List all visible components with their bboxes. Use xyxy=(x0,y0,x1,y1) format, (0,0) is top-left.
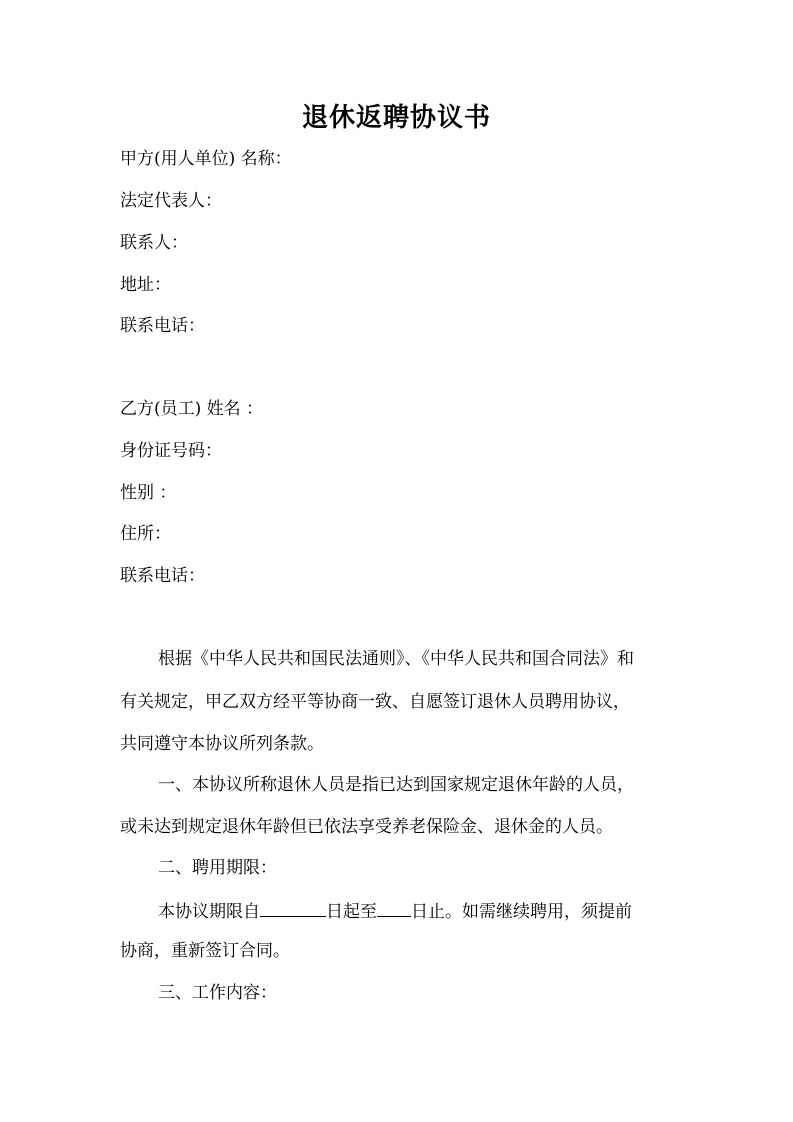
clause-1-line-1: 一、本协议所称退休人员是指已达到国家规定退休年龄的人员， xyxy=(158,775,634,795)
party-a-phone-label: 联系电话： xyxy=(120,316,205,336)
party-b-residence-label: 住所： xyxy=(120,524,171,544)
party-b-gender-label: 性别 ： xyxy=(120,483,177,503)
end-date-blank xyxy=(377,898,411,917)
clause-2-period-line xyxy=(120,898,714,924)
clause-2-line-2: 协商，重新签订合同。 xyxy=(120,941,290,961)
intro-line-3: 共同遵守本协议所列条款。 xyxy=(120,734,324,754)
clause-2-part-2: 日起至 xyxy=(326,902,377,922)
clause-2-heading: 二、聘用期限： xyxy=(158,858,277,878)
clause-1-line-2: 或未达到规定退休年龄但已依法享受养老保险金、退休金的人员。 xyxy=(120,817,613,837)
party-a-rep-label: 法定代表人： xyxy=(120,191,222,211)
clause-2-part-1: 本协议期限自 xyxy=(158,902,260,922)
party-b-name-label: 乙方(员工) 姓名 ： xyxy=(120,399,264,419)
intro-line-1: 根据《中华人民共和国民法通则》、《中华人民共和国合同法》和 xyxy=(158,649,634,669)
document-title: 退休返聘协议书 xyxy=(301,103,491,133)
clause-2-part-3: 日止。如需继续聘用，须提前 xyxy=(411,902,632,922)
party-b-phone-label: 联系电话： xyxy=(120,566,205,586)
party-a-name-label: 甲方(用人单位) 名称： xyxy=(120,149,292,169)
party-a-contact-label: 联系人： xyxy=(120,233,188,253)
start-date-blank xyxy=(260,898,326,917)
intro-line-2: 有关规定，甲乙双方经平等协商一致、自愿签订退休人员聘用协议， xyxy=(120,692,630,712)
party-b-id-label: 身份证号码： xyxy=(120,441,222,461)
clause-3-heading: 三、工作内容： xyxy=(158,983,277,1003)
party-a-address-label: 地址： xyxy=(120,275,171,295)
